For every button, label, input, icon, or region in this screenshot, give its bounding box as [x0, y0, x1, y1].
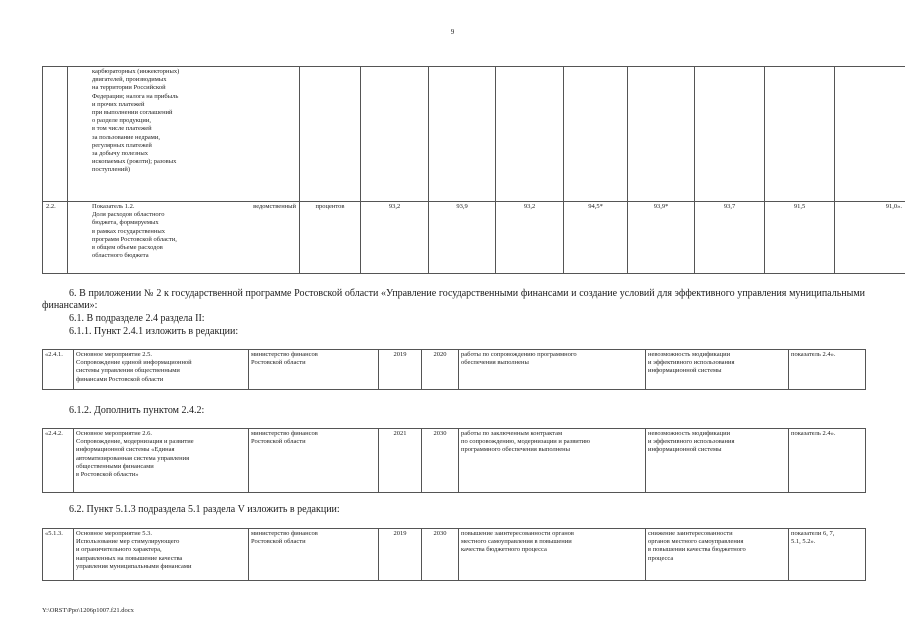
paragraph-6-1-2: 6.1.2. Дополнить пунктом 2.4.2: [69, 405, 205, 416]
indicators-table [42, 66, 905, 274]
row-number-cell: 2.2. [43, 202, 68, 274]
file-path-footer: Y:\ORST\Ppo\1206p1007.f21.docx [42, 607, 134, 614]
indicator-link-cell: показатель 2.4». [789, 350, 866, 390]
item-number-cell: «5.1.3. [43, 529, 74, 581]
table-row [43, 529, 866, 581]
paragraph-6: 6. В приложении № 2 к государственной программе Ростовской области «Управление государственными финансами и создание условий для эффективного управления муниципальными финансами»: [42, 288, 865, 311]
measures-table-2-4-1 [42, 349, 866, 390]
end-year-cell: 2030 [422, 529, 459, 581]
value-cell: 93,9* [628, 202, 695, 274]
table-row [43, 350, 866, 390]
table-row [43, 67, 905, 202]
indicator-link-cell: показатели 6, 7, 5.1, 5.2». [789, 529, 866, 581]
item-number-cell: «2.4.1. [43, 350, 74, 390]
value-cell: 93,9 [429, 202, 496, 274]
measures-table-2-4-2 [42, 428, 866, 493]
paragraph-6-2: 6.2. Пункт 5.1.3 подраздела 5.1 раздела V изложить в редакции: [69, 504, 340, 515]
measures-table-5-1-3 [42, 528, 866, 581]
indicator-name: Показатель 1.2. Доля расходов областного бюджета, формируемых в рамках государственных программ Ростовской области, в общем объеме расходов областного бюджета [92, 203, 177, 260]
start-year-cell: 2019 [379, 529, 422, 581]
value-cell: 91,5 [765, 202, 835, 274]
row-number-cell [43, 67, 68, 202]
unit-cell: процентов [300, 202, 361, 274]
value-cell: 93,2 [361, 202, 429, 274]
item-number-cell: «2.4.2. [43, 429, 74, 493]
consequence-cell: невозможность модификации и эффективного использования информационной системы [646, 429, 789, 493]
result-cell: повышение заинтересованности органов местного самоуправления в повышении качества бюджетного процесса [459, 529, 646, 581]
paragraph-6-1-1: 6.1.1. Пункт 2.4.1 изложить в редакции: [69, 326, 239, 337]
indicator-link-cell: показатель 2.4». [789, 429, 866, 493]
paragraph-6-1: 6.1. В подразделе 2.4 раздела II: [69, 313, 205, 324]
end-year-cell: 2030 [422, 429, 459, 493]
measure-name-cell: Основное мероприятие 2.5. Сопровождение единой информационной системы управления общественными финансами Ростовской области [74, 350, 249, 390]
indicator-name-cell: карбюраторных (инжекторных) двигателей, производимых на территории Российской Федерации; налога на прибыль и прочих платежей при выполнении соглашений о разделе продукции, в том числе платежей за пользование недрами, регулярных платежей за добычу полезных ископаемых (роялти); разовых поступлений) [68, 67, 300, 202]
value-cell: 94,5* [564, 202, 628, 274]
consequence-cell: снижение заинтересованности органов местного самоуправления в повышении качества бюджетного процесса [646, 529, 789, 581]
start-year-cell: 2019 [379, 350, 422, 390]
measure-name-cell: Основное мероприятие 2.6. Сопровождение, модернизация и развитие информационной системы «Единая автоматизированная система управления общественными финансами в Ростовской области» [74, 429, 249, 493]
value-cell: 93,7 [695, 202, 765, 274]
executor-cell: министерство финансов Ростовской области [249, 529, 379, 581]
executor-cell: министерство финансов Ростовской области [249, 429, 379, 493]
table-row [43, 429, 866, 493]
end-year-cell: 2020 [422, 350, 459, 390]
indicator-name-cell [68, 202, 300, 274]
result-cell: работы по заключенным контрактам по сопровождению, модернизации и развитию программного обеспечения выполнены [459, 429, 646, 493]
value-cell: 91,0». [835, 202, 905, 274]
consequence-cell: невозможность модификации и эффективного использования информационной системы [646, 350, 789, 390]
measure-name-cell: Основное мероприятие 5.3. Использование мер стимулирующего и ограничительного характера, направленных на повышение качества управления муниципальными финансами [74, 529, 249, 581]
value-cell: 93,2 [496, 202, 564, 274]
table-row [43, 202, 905, 274]
page-number: 9 [450, 28, 455, 36]
indicator-type: ведомственный [253, 203, 296, 210]
start-year-cell: 2021 [379, 429, 422, 493]
executor-cell: министерство финансов Ростовской области [249, 350, 379, 390]
result-cell: работы по сопровождению программного обеспечения выполнены [459, 350, 646, 390]
